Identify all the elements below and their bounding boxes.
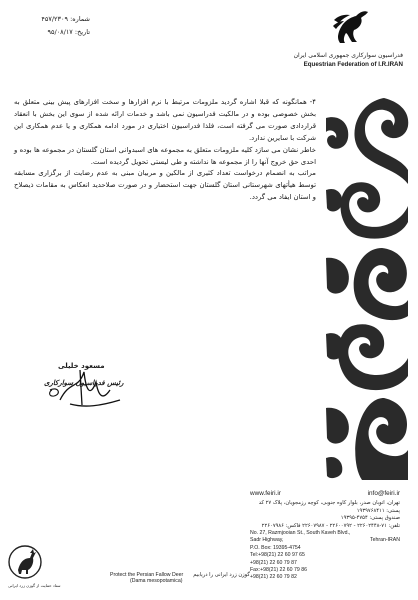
deer-emblem-icon	[6, 544, 44, 580]
signatory-name: مسعود خلیلی	[58, 362, 105, 370]
emblem-caption: ستاد حمایت از گوزن زرد ایرانی	[8, 583, 61, 588]
address-en-2: Sadr Highway,	[250, 537, 284, 544]
letter-date: تاریخ: ۹۵/۰۸/۱۷	[47, 28, 90, 36]
horse-logo-icon	[330, 6, 374, 46]
website-link[interactable]: www.feiri.ir	[250, 490, 281, 497]
decorative-ornament-border	[322, 98, 414, 480]
federation-name-en: Equestrian Federation of I.R.IRAN	[303, 61, 403, 68]
deer-campaign-fa: گوزن زرد ایرانی را دریابیم	[193, 572, 250, 578]
deer-campaign	[110, 572, 260, 584]
tel-1: Tel:+98(21) 22 60 97 65	[250, 552, 305, 559]
address-fa: تهران، اتوبان صدر، بلوار کاوه جنوبی، کوچه رزمجویان، پلاک ۲۷ کد پستی: ۱۹۳۹۷۶۸۴۱۱	[258, 500, 400, 514]
paragraph-4: ۴- همانگونه که قبلا اشاره گردید ملزومات مرتبط با نرم افزارها و سخت افزارهای پیش بینی متعلق به بخش خصوصی بوده و در مالکیت فدراسیون نمی باشد و خدمات ارائه شده از سوی این بخش با انعقاد قراردادی صورت می گرفته است، فلذا فدراسیون اختیاری در مورد ادامه همکاری و یا عدم همکاری این شرکت با سایرین ندارد.	[14, 98, 316, 142]
tel-2: +98(21) 22 60 79 87	[250, 559, 297, 566]
letter-meta	[10, 13, 90, 39]
deer-campaign-en: Protect the Persian Fallow Deer	[110, 572, 184, 578]
city-en: Tehran-IRAN	[370, 537, 400, 544]
contact-block	[250, 490, 400, 582]
phone-fa: تلفن: ۷۱-۲۲۶۰۲۴۴۸ - ۲۲۶۰۰۷۹۲ - ۲۲۶۰۷۹۸۷ فاکس: ۲۲۶۰۷۹۸۶	[261, 522, 400, 529]
federation-name-fa: فدراسیون سوارکاری جمهوری اسلامی ایران	[293, 52, 403, 59]
address-en-1: No. 27, Razmjooian St., South Kaveh Blvd.,	[250, 530, 351, 537]
pobox-en: P.O. Box: 19395-4754	[250, 544, 301, 551]
fax-1: Fax:+98(21) 22 60 79 86	[250, 567, 307, 574]
paragraph-closing: مراتب به انضمام درخواست تعداد کثیری از مالکین و مربیان مبنی به عدم رضایت از برگزاری مسابقه توسط هیأتهای شهرستانی استان گلستان جهت استحضار و در صورت صلاحدید انعکاس به مقامات ذیصلاح و استان ایفاد می گردد.	[14, 169, 316, 202]
deer-scientific-name: (Dama mesopotamica)	[130, 578, 183, 584]
fax-2: +98(21) 22 60 79 82	[250, 574, 297, 581]
address-en-2-row	[250, 537, 400, 544]
web-row	[250, 490, 400, 497]
paragraph-note: خاطر نشان می سازد کلیه ملزومات متعلق به مجموعه های اسبدوانی استان گلستان در مجموعه ها بوده و احدی حق خروج آنها را از مجموعه ها نداشته و طی لیستی تحویل گردیده است.	[14, 145, 316, 166]
letter-number: شماره: ۴۵۷/۲۳۰۹	[41, 15, 90, 23]
signatory-title: رئیس فدراسیون سوارکاری	[44, 379, 124, 387]
pobox-fa: صندوق پستی: ۴۷۵۴-۱۹۳۹۵	[340, 515, 400, 522]
letter-body	[14, 97, 316, 204]
email-link[interactable]: info@feiri.ir	[367, 490, 400, 497]
